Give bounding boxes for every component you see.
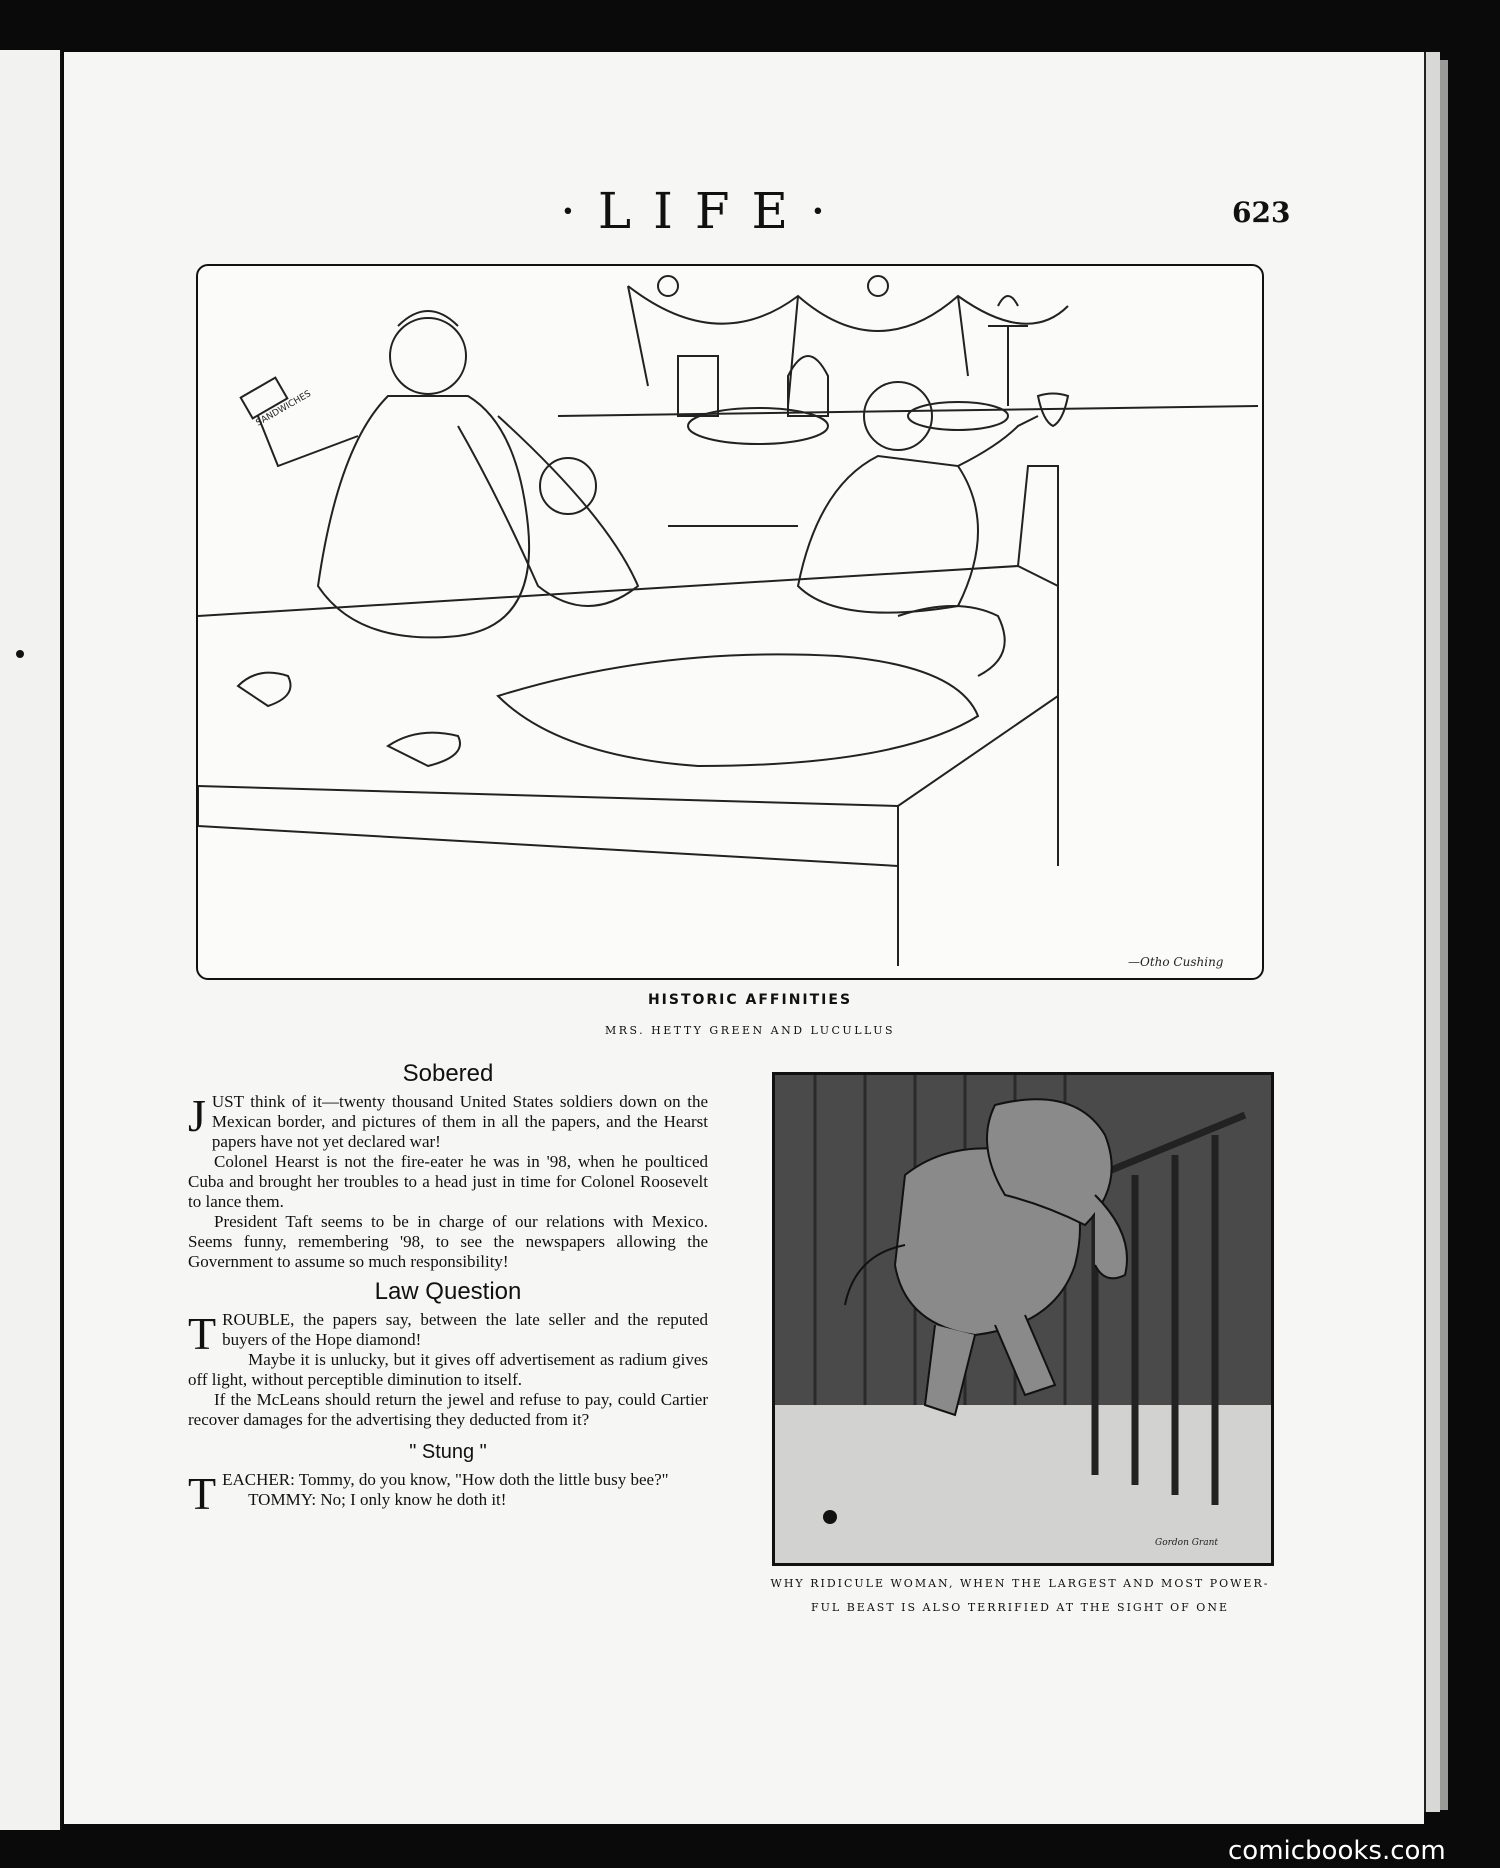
bottom-cartoon-caption — [748, 1572, 1292, 1620]
article-heading: Sobered — [402, 1060, 494, 1087]
drop-cap: J — [188, 1090, 206, 1141]
top-cartoon-subtitle: MRS. HETTY GREEN AND LUCULLUS — [604, 1024, 896, 1037]
bottom-cartoon-illustration — [772, 1072, 1274, 1566]
binding-dot — [16, 650, 24, 658]
mouse-figure — [823, 1510, 837, 1524]
article-first-paragraph: EACHER: Tommy, do you know, "How doth the little busy bee?" — [222, 1470, 669, 1489]
article-paragraph: President Taft seems to be in charge of our relations with Mexico. Seems funny, remembering '98, to see the newspapers allowing the Government to assume so much responsibility! — [188, 1212, 708, 1271]
article-heading: Law Question — [374, 1278, 522, 1305]
page-number: 623 — [1232, 196, 1291, 229]
site-watermark: comicbooks.com — [1228, 1836, 1446, 1866]
article-first-paragraph: UST think of it—twenty thousand United States soldiers down on the Mexican border, and pictures of them in all the papers, and the Hearst papers have not yet declared war! — [211, 1092, 708, 1151]
article-paragraph: If the McLeans should return the jewel and refuse to pay, could Cartier recover damages for the advertising they deducted from it? — [188, 1390, 708, 1429]
page-stack-edge — [1440, 60, 1448, 1810]
article-paragraph: Maybe it is unlucky, but it gives off advertisement as radium gives off light, without perceptible diminution to itself. — [188, 1350, 708, 1389]
drop-cap: T — [188, 1308, 217, 1359]
historic-affinities-drawing — [198, 266, 1262, 978]
article-sobered — [188, 1060, 708, 1272]
article-column — [188, 1060, 708, 1519]
article-paragraph: TOMMY: No; I only know he doth it! — [248, 1490, 507, 1509]
top-cartoon-title: HISTORIC AFFINITIES — [647, 992, 853, 1008]
article-paragraph: Colonel Hearst is not the fire-eater he was in '98, when he poulticed Cuba and brought her troubles to a head just in time for Colonel Roosevelt to lance them. — [188, 1152, 708, 1211]
article-stung — [188, 1441, 708, 1519]
bottom-cartoon-signature: Gordon Grant — [1155, 1538, 1219, 1548]
top-cartoon-signature: —Otho Cushing — [1128, 955, 1224, 969]
sandwiches-label: SANDWICHES — [254, 389, 313, 429]
top-cartoon-illustration — [196, 264, 1264, 980]
article-law-question — [188, 1278, 708, 1430]
elephant-mouse-drawing — [775, 1075, 1271, 1563]
article-first-paragraph: ROUBLE, the papers say, between the late seller and the reputed buyers of the Hope diamond! — [222, 1310, 708, 1349]
caption-line: WHY RIDICULE WOMAN, WHEN THE LARGEST AND MOST POWER- — [770, 1577, 1270, 1590]
article-heading: " Stung " — [409, 1441, 487, 1463]
drop-cap: T — [188, 1468, 217, 1519]
left-page-edge — [0, 50, 62, 1830]
page-edge — [1424, 52, 1440, 1812]
caption-line: FUL BEAST IS ALSO TERRIFIED AT THE SIGHT OF ONE — [811, 1601, 1229, 1614]
magazine-title: ·LIFE· — [560, 182, 848, 240]
